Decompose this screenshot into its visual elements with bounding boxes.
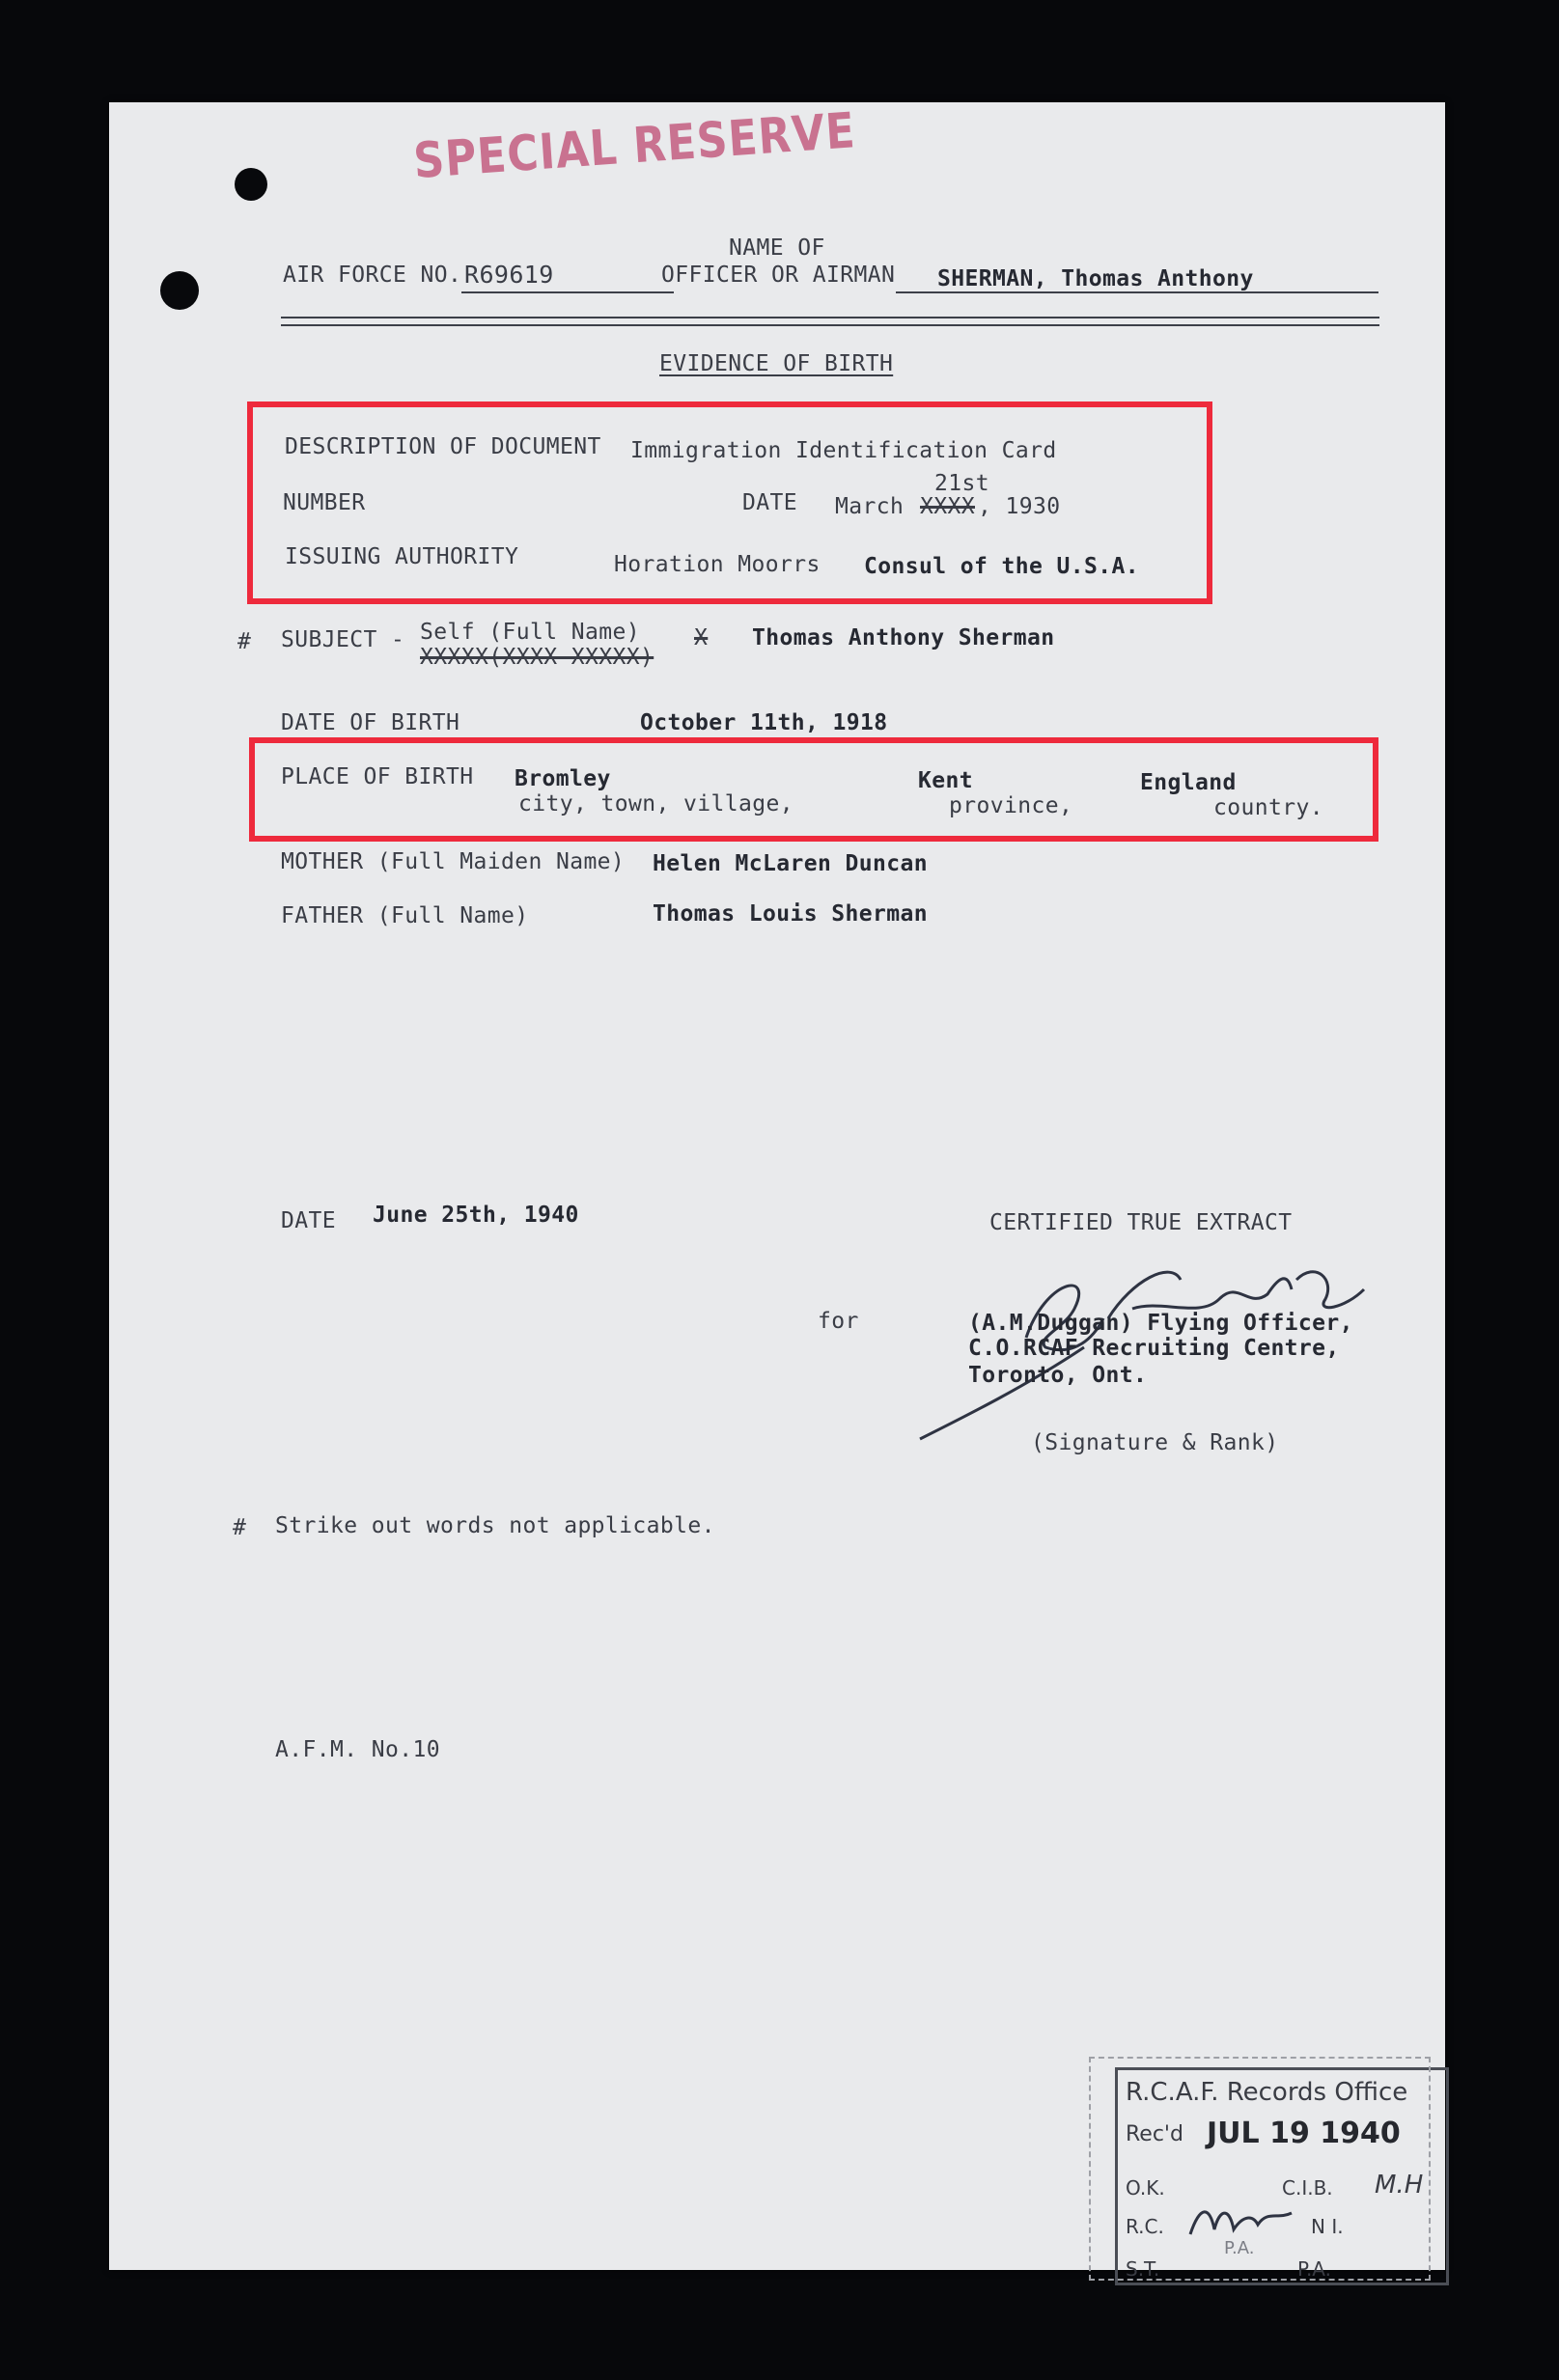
subject-struck-line: XXXXX(XXXX XXXXX) [420,645,654,670]
name-label-line1: NAME OF [729,235,825,261]
footnote-text: Strike out words not applicable. [275,1513,715,1538]
country-value: England [1140,770,1237,795]
date-of-birth-value: October 11th, 1918 [640,710,888,735]
province-value: Kent [918,768,973,793]
city-value: Bromley [515,766,611,791]
airman-name-value: SHERMAN, Thomas Anthony [937,266,1254,291]
description-label: DESCRIPTION OF DOCUMENT [285,434,601,459]
father-label: FATHER (Full Name) [281,903,529,928]
rc-label: R.C. [1126,2215,1164,2238]
subject-mark: X [694,625,709,650]
date-year: , 1930 [978,494,1061,519]
date-of-birth-label: DATE OF BIRTH [281,710,460,735]
rc-initials-signature [1185,2196,1301,2244]
cib-initials: M.H [1375,2171,1424,2200]
subject-label: SUBJECT - [281,627,405,652]
signature-rank-label: (Signature & Rank) [1031,1430,1279,1455]
issuing-name: Horation Moorrs [614,552,821,577]
province-caption: province, [949,793,1073,818]
footnote-hash: # [233,1515,247,1540]
subject-hash: # [237,629,252,654]
officer-line2: C.O.RCAF Recruiting Centre, [968,1336,1340,1361]
father-value: Thomas Louis Sherman [653,901,928,927]
punch-hole-left [160,271,199,310]
issuing-label: ISSUING AUTHORITY [285,544,519,569]
number-label: NUMBER [283,490,366,515]
form-number: A.F.M. No.10 [275,1737,440,1762]
highlight-document-box [247,401,1212,604]
city-caption: city, town, village, [518,791,793,816]
issuing-title: Consul of the U.S.A. [864,554,1139,579]
special-reserve-stamp: SPECIAL RESERVE [411,102,858,190]
ni-label: N I. [1311,2215,1344,2238]
records-office-stamp [1115,2067,1449,2285]
name-underline [896,291,1378,293]
country-caption: country. [1213,795,1323,820]
records-stamp-title: R.C.A.F. Records Office [1126,2078,1408,2107]
recd-date: JUL 19 1940 [1207,2117,1401,2150]
place-of-birth-label: PLACE OF BIRTH [281,764,474,789]
document-page [109,102,1445,2281]
ok-label: O.K. [1126,2176,1165,2200]
date-label: DATE [742,490,797,515]
subject-value: Thomas Anthony Sherman [752,625,1055,650]
air-force-no-label: AIR FORCE NO. [283,263,462,288]
cert-date-value: June 25th, 1940 [373,1203,579,1228]
subject-self-label: Self (Full Name) [420,620,640,645]
date-inserted: 21st [934,471,989,496]
description-value: Immigration Identification Card [630,438,1057,463]
pa2-label: P.A. [1297,2257,1331,2281]
punch-hole-top [235,168,267,201]
st-label: S.T. [1126,2257,1160,2281]
highlight-birthplace-box [249,737,1378,842]
cib-label: C.I.B. [1282,2176,1333,2200]
page-title: EVIDENCE OF BIRTH [659,351,894,376]
header-rule-2 [281,324,1379,326]
name-label-line2: OFFICER OR AIRMAN [661,263,896,288]
cert-date-label: DATE [281,1208,336,1233]
for-label: for [818,1309,859,1334]
mother-value: Helen McLaren Duncan [653,851,928,876]
pa-label: P.A. [1224,2238,1255,2258]
officer-line3: Toronto, Ont. [968,1363,1148,1388]
mother-label: MOTHER (Full Maiden Name) [281,849,626,874]
header-rule-1 [281,317,1379,318]
air-force-no-underline [461,291,674,293]
date-month: March [835,494,905,519]
recd-label: Rec'd [1126,2122,1183,2146]
air-force-no-value: R69619 [464,261,554,289]
date-struck: XXXX [920,494,975,519]
certified-label: CERTIFIED TRUE EXTRACT [989,1210,1293,1235]
officer-line1: (A.M.Duggan) Flying Officer, [968,1311,1353,1336]
